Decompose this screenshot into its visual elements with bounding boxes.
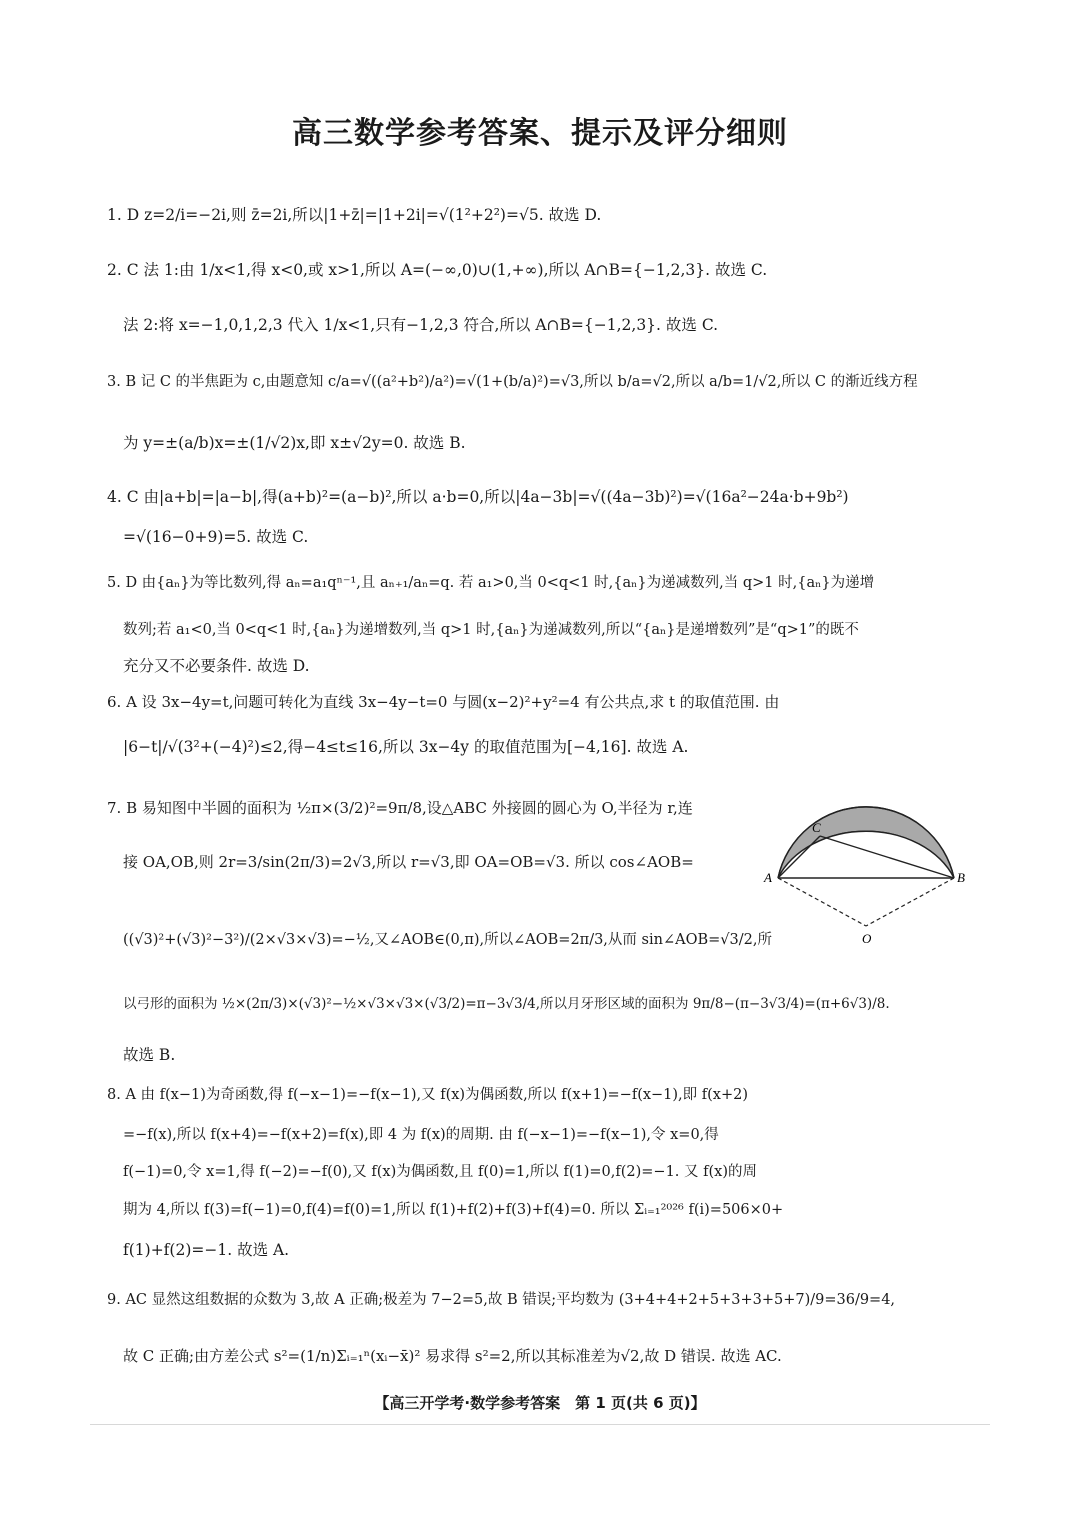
point-c-label: C: [812, 820, 821, 835]
page-footer: 【高三开学考·数学参考答案 第 1 页(共 6 页)】: [374, 1394, 706, 1412]
page-title: 高三数学参考答案、提示及评分细则: [292, 116, 788, 151]
answer-line: 以弓形的面积为 ½×(2π/3)×(√3)²−½×√3×√3×(√3/2)=π−3√3/4,所以月牙形区域的面积为 9π/8−(π−3√3/4)=(π+6√3)/8.: [123, 996, 890, 1012]
answer-line: =−f(x),所以 f(x+4)=−f(x+2)=f(x),即 4 为 f(x)的周期. 由 f(−x−1)=−f(x−1),令 x=0,得: [123, 1127, 719, 1143]
crescent-geometry-figure: [758, 790, 978, 950]
point-o-label: O: [862, 931, 872, 946]
answer-line: 期为 4,所以 f(3)=f(−1)=0,f(4)=f(0)=1,所以 f(1)+f(2)+f(3)+f(4)=0. 所以 Σᵢ₌₁²⁰²⁶ f(i)=506×0+: [123, 1202, 784, 1218]
answer-line: 5. D 由{aₙ}为等比数列,得 aₙ=a₁qⁿ⁻¹,且 aₙ₊₁/aₙ=q. 若 a₁>0,当 0<q<1 时,{aₙ}为递减数列,当 q>1 时,{aₙ}为递增: [107, 575, 875, 591]
answer-line: 8. A 由 f(x−1)为奇函数,得 f(−x−1)=−f(x−1),又 f(x)为偶函数,所以 f(x+1)=−f(x−1),即 f(x+2): [107, 1087, 749, 1103]
answer-line: 6. A 设 3x−4y=t,问题可转化为直线 3x−4y−t=0 与圆(x−2)²+y²=4 有公共点,求 t 的取值范围. 由: [107, 693, 780, 711]
answer-line: 3. B 记 C 的半焦距为 c,由题意知 c/a=√((a²+b²)/a²)=√(1+(b/a)²)=√3,所以 b/a=√2,所以 a/b=1/√2,所以 C 的渐近线方程: [107, 374, 918, 390]
answer-line: 9. AC 显然这组数据的众数为 3,故 A 正确;极差为 7−2=5,故 B 错误;平均数为 (3+4+4+2+5+3+3+5+7)/9=36/9=4,: [107, 1292, 896, 1308]
answer-line: f(−1)=0,令 x=1,得 f(−2)=−f(0),又 f(x)为偶函数,且 f(0)=1,所以 f(1)=0,f(2)=−1. 又 f(x)的周: [123, 1164, 757, 1180]
answer-line: 7. B 易知图中半圆的面积为 ½π×(3/2)²=9π/8,设△ABC 外接圆的圆心为 O,半径为 r,连: [107, 799, 693, 817]
answer-line: 数列;若 a₁<0,当 0<q<1 时,{aₙ}为递增数列,当 q>1 时,{aₙ}为递减数列,所以“{aₙ}是递增数列”是“q>1”的既不: [123, 622, 859, 638]
answer-line: ((√3)²+(√3)²−3²)/(2×√3×√3)=−½,又∠AOB∈(0,π),所以∠AOB=2π/3,从而 sin∠AOB=√3/2,所: [123, 932, 772, 948]
radius-ob: [866, 878, 954, 926]
answer-line: =√(16−0+9)=5. 故选 C.: [123, 528, 309, 546]
answer-line: 为 y=±(a/b)x=±(1/√2)x,即 x±√2y=0. 故选 B.: [123, 434, 466, 452]
answer-line: 2. C 法 1:由 1/x<1,得 x<0,或 x>1,所以 A=(−∞,0)∪(1,+∞),所以 A∩B={−1,2,3}. 故选 C.: [107, 261, 768, 279]
answer-line: 故 C 正确;由方差公式 s²=(1/n)Σᵢ₌₁ⁿ(xᵢ−x̄)² 易求得 s²=2,所以其标准差为√2,故 D 错误. 故选 AC.: [123, 1347, 782, 1365]
point-a-label: A: [764, 870, 772, 885]
answer-line: |6−t|/√(3²+(−4)²)≤2,得−4≤t≤16,所以 3x−4y 的取值范围为[−4,16]. 故选 A.: [123, 738, 689, 756]
footer-divider: [90, 1424, 990, 1425]
answer-line: 接 OA,OB,则 2r=3/sin(2π/3)=2√3,所以 r=√3,即 OA=OB=√3. 所以 cos∠AOB=: [123, 853, 694, 871]
answer-line: 1. D z=2/i=−2i,则 z̄=2i,所以|1+z̄|=|1+2i|=√(1²+2²)=√5. 故选 D.: [107, 206, 602, 224]
point-b-label: B: [957, 870, 965, 885]
radius-oa: [778, 878, 866, 926]
answer-line: 法 2:将 x=−1,0,1,2,3 代入 1/x<1,只有−1,2,3 符合,所以 A∩B={−1,2,3}. 故选 C.: [123, 316, 719, 334]
answer-line: 充分又不必要条件. 故选 D.: [123, 657, 310, 675]
answer-line: 4. C 由|a+b|=|a−b|,得(a+b)²=(a−b)²,所以 a·b=0,所以|4a−3b|=√((4a−3b)²)=√(16a²−24a·b+9b²): [107, 488, 849, 506]
answer-line: 故选 B.: [123, 1046, 176, 1064]
answer-line: f(1)+f(2)=−1. 故选 A.: [123, 1241, 290, 1259]
